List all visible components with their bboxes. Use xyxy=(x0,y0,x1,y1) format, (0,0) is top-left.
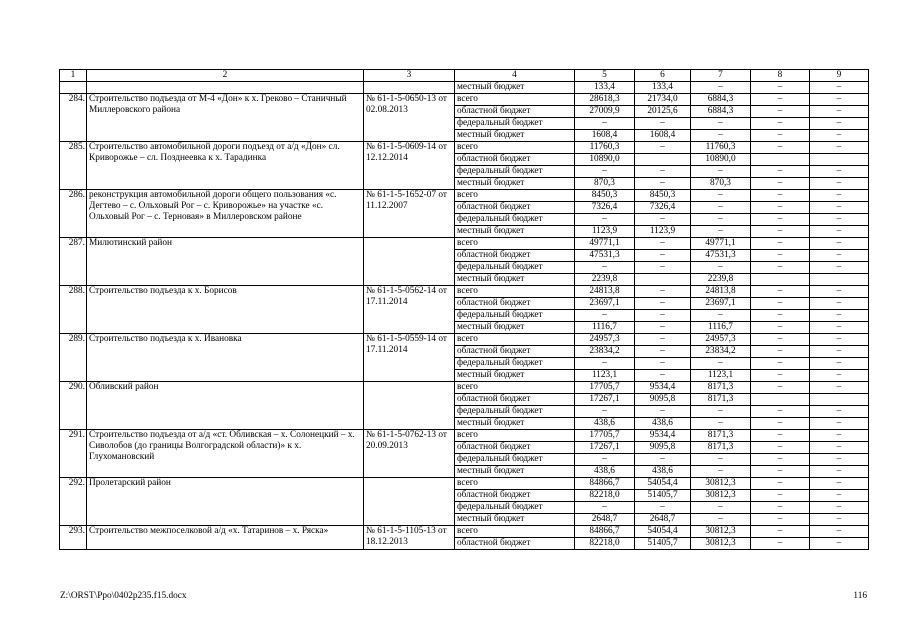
row-number-cell: 291. xyxy=(60,430,87,478)
value-cell: 9095,8 xyxy=(635,394,691,406)
value-cell: – xyxy=(810,466,869,478)
value-cell: – xyxy=(810,286,869,298)
value-cell: 438,6 xyxy=(635,466,691,478)
value-cell: 870,3 xyxy=(691,178,751,190)
value-cell xyxy=(810,394,869,406)
budget-type-cell: местный бюджет xyxy=(455,178,575,190)
value-cell: – xyxy=(810,82,869,94)
value-cell: 17705,7 xyxy=(575,430,635,442)
value-cell: 133,4 xyxy=(575,82,635,94)
value-cell: – xyxy=(635,166,691,178)
value-cell: 24957,3 xyxy=(575,334,635,346)
value-cell: 133,4 xyxy=(635,82,691,94)
value-cell: – xyxy=(691,214,751,226)
value-cell: 82218,0 xyxy=(575,490,635,502)
value-cell: – xyxy=(751,286,810,298)
value-cell: – xyxy=(751,250,810,262)
value-cell: 47531,3 xyxy=(691,250,751,262)
value-cell: – xyxy=(810,334,869,346)
value-cell: – xyxy=(810,298,869,310)
value-cell: – xyxy=(691,418,751,430)
value-cell: 11760,3 xyxy=(691,142,751,154)
value-cell: – xyxy=(635,298,691,310)
value-cell: – xyxy=(635,334,691,346)
value-cell: – xyxy=(810,226,869,238)
value-cell: 28618,3 xyxy=(575,94,635,106)
budget-type-cell: федеральный бюджет xyxy=(455,262,575,274)
budget-type-cell: всего xyxy=(455,526,575,538)
value-cell: 23834,2 xyxy=(691,346,751,358)
row-number-cell: 284. xyxy=(60,94,87,142)
value-cell: – xyxy=(751,478,810,490)
header-cell: 4 xyxy=(455,70,575,82)
value-cell: 8171,3 xyxy=(691,382,751,394)
row-number-cell: 288. xyxy=(60,286,87,334)
table-row xyxy=(60,286,869,298)
value-cell: 1116,7 xyxy=(575,322,635,334)
table-row xyxy=(60,190,869,202)
budget-type-cell: областной бюджет xyxy=(455,442,575,454)
budget-type-cell: федеральный бюджет xyxy=(455,118,575,130)
value-cell: 2239,8 xyxy=(575,274,635,286)
value-cell: 30812,3 xyxy=(691,538,751,550)
table-row xyxy=(60,142,869,154)
budget-type-cell: местный бюджет xyxy=(455,226,575,238)
value-cell: – xyxy=(635,214,691,226)
header-cell: 5 xyxy=(575,70,635,82)
value-cell: – xyxy=(751,490,810,502)
budget-type-cell: всего xyxy=(455,478,575,490)
table-row xyxy=(60,94,869,106)
value-cell: – xyxy=(575,502,635,514)
value-cell: – xyxy=(751,346,810,358)
value-cell: – xyxy=(691,310,751,322)
value-cell: – xyxy=(751,382,810,394)
value-cell: – xyxy=(810,430,869,442)
table-row xyxy=(60,430,869,442)
value-cell: – xyxy=(751,202,810,214)
value-cell: – xyxy=(751,262,810,274)
value-cell: – xyxy=(810,490,869,502)
row-number-cell: 292. xyxy=(60,478,87,526)
value-cell: 17705,7 xyxy=(575,382,635,394)
budget-type-cell: местный бюджет xyxy=(455,322,575,334)
empty-cell xyxy=(364,82,455,94)
value-cell: – xyxy=(810,190,869,202)
table-row xyxy=(60,334,869,346)
budget-type-cell: федеральный бюджет xyxy=(455,502,575,514)
value-cell xyxy=(810,154,869,166)
table-row xyxy=(60,382,869,394)
document-cell: № 61-1-5-0562-14 от 17.11.2014 xyxy=(364,286,455,334)
value-cell: – xyxy=(751,466,810,478)
object-name-cell: Строительство подъезда от а/д «ст. Обливская – х. Солонецкий – х. Сиволобов (до границы Волгоградской области)» к х. Глухомановский xyxy=(87,430,364,478)
value-cell: – xyxy=(635,454,691,466)
value-cell: – xyxy=(751,166,810,178)
value-cell: 1123,9 xyxy=(635,226,691,238)
object-name-cell: Строительство подъезда от М-4 «Дон» к х. Греково – Станичный Миллеровского района xyxy=(87,94,364,142)
budget-type-cell: местный бюджет xyxy=(455,82,575,94)
budget-type-cell: областной бюджет xyxy=(455,490,575,502)
document-cell: № 61-1-5-0762-13 от 20.09.2013 xyxy=(364,430,455,478)
budget-type-cell: местный бюджет xyxy=(455,274,575,286)
value-cell: 54054,4 xyxy=(635,478,691,490)
budget-type-cell: областной бюджет xyxy=(455,538,575,550)
value-cell: – xyxy=(691,502,751,514)
table-body xyxy=(60,70,869,550)
budget-type-cell: местный бюджет xyxy=(455,514,575,526)
value-cell: 8171,3 xyxy=(691,430,751,442)
object-name-cell: Обливский район xyxy=(87,382,364,430)
budget-type-cell: всего xyxy=(455,430,575,442)
value-cell: 438,6 xyxy=(575,466,635,478)
header-cell: 2 xyxy=(87,70,364,82)
object-name-cell: Строительство подъезда к х. Борисов xyxy=(87,286,364,334)
value-cell: – xyxy=(575,118,635,130)
value-cell: – xyxy=(810,214,869,226)
budget-type-cell: всего xyxy=(455,286,575,298)
document-cell: № 61-1-5-1652-07 от 11.12.2007 xyxy=(364,190,455,238)
value-cell: – xyxy=(810,250,869,262)
value-cell: – xyxy=(751,142,810,154)
value-cell: – xyxy=(751,358,810,370)
value-cell: 8171,3 xyxy=(691,394,751,406)
row-number-cell: 286. xyxy=(60,190,87,238)
row-number-cell: 289. xyxy=(60,334,87,382)
value-cell: – xyxy=(810,94,869,106)
page-number: 116 xyxy=(853,591,867,601)
value-cell: – xyxy=(751,190,810,202)
value-cell: – xyxy=(810,166,869,178)
header-cell: 7 xyxy=(691,70,751,82)
value-cell: – xyxy=(751,130,810,142)
value-cell: 27009,9 xyxy=(575,106,635,118)
value-cell: 51405,7 xyxy=(635,490,691,502)
header-cell: 6 xyxy=(635,70,691,82)
value-cell: – xyxy=(810,418,869,430)
value-cell: 54054,4 xyxy=(635,526,691,538)
value-cell: – xyxy=(751,406,810,418)
value-cell: – xyxy=(691,118,751,130)
value-cell: – xyxy=(691,514,751,526)
value-cell: – xyxy=(691,190,751,202)
value-cell: – xyxy=(751,118,810,130)
value-cell: 1608,4 xyxy=(575,130,635,142)
value-cell: – xyxy=(575,214,635,226)
value-cell: – xyxy=(575,406,635,418)
value-cell: – xyxy=(810,346,869,358)
value-cell: 8450,3 xyxy=(635,190,691,202)
value-cell: – xyxy=(810,130,869,142)
value-cell: – xyxy=(751,298,810,310)
value-cell: 51405,7 xyxy=(635,538,691,550)
value-cell: – xyxy=(810,202,869,214)
value-cell: – xyxy=(635,370,691,382)
value-cell: – xyxy=(810,358,869,370)
value-cell: 23697,1 xyxy=(575,298,635,310)
value-cell: – xyxy=(635,310,691,322)
value-cell: – xyxy=(635,502,691,514)
value-cell: 8450,3 xyxy=(575,190,635,202)
value-cell: – xyxy=(691,358,751,370)
value-cell: 10890,0 xyxy=(575,154,635,166)
value-cell: 2648,7 xyxy=(575,514,635,526)
budget-type-cell: всего xyxy=(455,382,575,394)
object-name-cell: Милютинский район xyxy=(87,238,364,286)
budget-table xyxy=(59,69,869,550)
value-cell: 6884,3 xyxy=(691,94,751,106)
budget-type-cell: местный бюджет xyxy=(455,466,575,478)
budget-type-cell: областной бюджет xyxy=(455,106,575,118)
value-cell: – xyxy=(810,382,869,394)
table-row xyxy=(60,238,869,250)
value-cell: 2239,8 xyxy=(691,274,751,286)
budget-type-cell: областной бюджет xyxy=(455,250,575,262)
value-cell: 1123,1 xyxy=(691,370,751,382)
value-cell: – xyxy=(575,310,635,322)
value-cell: – xyxy=(635,250,691,262)
table-row xyxy=(60,478,869,490)
file-path: Z:\ORST\Ppo\0402p235.f15.docx xyxy=(60,591,187,601)
value-cell: – xyxy=(751,214,810,226)
value-cell: – xyxy=(635,178,691,190)
value-cell: – xyxy=(691,406,751,418)
object-name-cell: Строительство подъезда к х. Ивановка xyxy=(87,334,364,382)
document-cell: № 61-1-5-0559-14 от 17.11.2014 xyxy=(364,334,455,382)
value-cell: 24813,8 xyxy=(691,286,751,298)
value-cell: – xyxy=(810,442,869,454)
value-cell: 1123,1 xyxy=(575,370,635,382)
empty-cell xyxy=(87,82,364,94)
value-cell xyxy=(751,154,810,166)
value-cell: 438,6 xyxy=(575,418,635,430)
value-cell: – xyxy=(691,166,751,178)
value-cell: – xyxy=(810,478,869,490)
value-cell: 49771,1 xyxy=(691,238,751,250)
value-cell: – xyxy=(635,118,691,130)
value-cell: – xyxy=(810,118,869,130)
value-cell: – xyxy=(635,262,691,274)
value-cell: 84866,7 xyxy=(575,478,635,490)
row-number-cell: 293. xyxy=(60,526,87,550)
empty-cell xyxy=(60,82,87,94)
value-cell: – xyxy=(691,226,751,238)
value-cell: – xyxy=(751,442,810,454)
value-cell: 11760,3 xyxy=(575,142,635,154)
budget-type-cell: федеральный бюджет xyxy=(455,214,575,226)
header-cell: 9 xyxy=(810,70,869,82)
value-cell: – xyxy=(751,538,810,550)
value-cell: 17267,1 xyxy=(575,442,635,454)
document-cell: № 61-1-5-0650-13 от 02.08.2013 xyxy=(364,94,455,142)
value-cell: – xyxy=(810,538,869,550)
budget-type-cell: областной бюджет xyxy=(455,298,575,310)
value-cell: – xyxy=(751,370,810,382)
value-cell: – xyxy=(751,238,810,250)
value-cell: – xyxy=(810,142,869,154)
value-cell: 49771,1 xyxy=(575,238,635,250)
header-cell: 1 xyxy=(60,70,87,82)
value-cell: 1116,7 xyxy=(691,322,751,334)
row-number-cell: 287. xyxy=(60,238,87,286)
value-cell: 82218,0 xyxy=(575,538,635,550)
budget-type-cell: всего xyxy=(455,334,575,346)
budget-type-cell: местный бюджет xyxy=(455,418,575,430)
value-cell: 17267,1 xyxy=(575,394,635,406)
value-cell: – xyxy=(635,406,691,418)
value-cell: 47531,3 xyxy=(575,250,635,262)
budget-type-cell: областной бюджет xyxy=(455,202,575,214)
value-cell: – xyxy=(751,94,810,106)
value-cell: – xyxy=(751,322,810,334)
value-cell: 1608,4 xyxy=(635,130,691,142)
value-cell: 7326,4 xyxy=(575,202,635,214)
header-row xyxy=(60,70,869,82)
value-cell: 23697,1 xyxy=(691,298,751,310)
value-cell: – xyxy=(691,454,751,466)
budget-type-cell: федеральный бюджет xyxy=(455,406,575,418)
value-cell: – xyxy=(751,526,810,538)
row-number-cell: 290. xyxy=(60,382,87,430)
value-cell: 7326,4 xyxy=(635,202,691,214)
value-cell xyxy=(635,154,691,166)
value-cell: – xyxy=(691,82,751,94)
value-cell: – xyxy=(810,454,869,466)
budget-type-cell: областной бюджет xyxy=(455,154,575,166)
value-cell: – xyxy=(691,262,751,274)
value-cell: 10890,0 xyxy=(691,154,751,166)
value-cell: – xyxy=(635,346,691,358)
value-cell xyxy=(751,394,810,406)
value-cell: 84866,7 xyxy=(575,526,635,538)
value-cell: – xyxy=(810,406,869,418)
value-cell: – xyxy=(751,310,810,322)
value-cell: – xyxy=(810,322,869,334)
value-cell: – xyxy=(575,454,635,466)
budget-type-cell: федеральный бюджет xyxy=(455,454,575,466)
budget-type-cell: местный бюджет xyxy=(455,130,575,142)
value-cell: 30812,3 xyxy=(691,490,751,502)
value-cell: – xyxy=(751,454,810,466)
value-cell: 23834,2 xyxy=(575,346,635,358)
value-cell: – xyxy=(751,430,810,442)
value-cell: 8171,3 xyxy=(691,442,751,454)
value-cell: – xyxy=(751,502,810,514)
header-cell: 8 xyxy=(751,70,810,82)
value-cell: – xyxy=(691,202,751,214)
value-cell: – xyxy=(810,526,869,538)
value-cell: 2648,7 xyxy=(635,514,691,526)
budget-type-cell: всего xyxy=(455,142,575,154)
value-cell: – xyxy=(635,142,691,154)
budget-type-cell: федеральный бюджет xyxy=(455,166,575,178)
value-cell: 438,6 xyxy=(635,418,691,430)
table-row xyxy=(60,82,869,94)
budget-type-cell: всего xyxy=(455,94,575,106)
value-cell xyxy=(635,274,691,286)
value-cell: – xyxy=(691,130,751,142)
value-cell: – xyxy=(810,262,869,274)
value-cell: – xyxy=(810,514,869,526)
value-cell: 30812,3 xyxy=(691,478,751,490)
value-cell: – xyxy=(635,322,691,334)
value-cell: – xyxy=(810,310,869,322)
object-name-cell: Пролетарский район xyxy=(87,478,364,526)
value-cell: 21734,0 xyxy=(635,94,691,106)
value-cell: – xyxy=(751,178,810,190)
budget-type-cell: местный бюджет xyxy=(455,370,575,382)
value-cell: – xyxy=(635,358,691,370)
budget-type-cell: областной бюджет xyxy=(455,346,575,358)
object-name-cell: Строительство межпоселковой а/д «х. Татаринов – х. Ряска» xyxy=(87,526,364,550)
value-cell: – xyxy=(751,514,810,526)
value-cell: 6884,3 xyxy=(691,106,751,118)
value-cell: 9095,8 xyxy=(635,442,691,454)
value-cell: – xyxy=(575,166,635,178)
value-cell: – xyxy=(575,358,635,370)
value-cell: – xyxy=(810,370,869,382)
document-cell xyxy=(364,478,455,526)
header-cell: 3 xyxy=(364,70,455,82)
value-cell: – xyxy=(575,262,635,274)
value-cell: – xyxy=(810,106,869,118)
value-cell: 30812,3 xyxy=(691,526,751,538)
value-cell: 9534,4 xyxy=(635,430,691,442)
table-row xyxy=(60,526,869,538)
object-name-cell: реконструкция автомобильной дороги общего пользования «с. Дегтево – с. Ольховый Рог – с. Криворожье» на участке «с. Ольховый Рог – с. Терновая» в Миллеровском районе xyxy=(87,190,364,238)
row-number-cell: 285. xyxy=(60,142,87,190)
budget-type-cell: всего xyxy=(455,190,575,202)
value-cell: 870,3 xyxy=(575,178,635,190)
budget-type-cell: областной бюджет xyxy=(455,394,575,406)
value-cell: – xyxy=(635,238,691,250)
value-cell: 24957,3 xyxy=(691,334,751,346)
value-cell xyxy=(751,274,810,286)
document-cell: № 61-1-5-1105-13 от 18.12.2013 xyxy=(364,526,455,550)
value-cell xyxy=(810,274,869,286)
value-cell: – xyxy=(810,178,869,190)
value-cell: – xyxy=(810,238,869,250)
value-cell: 20125,6 xyxy=(635,106,691,118)
value-cell: – xyxy=(751,82,810,94)
budget-type-cell: федеральный бюджет xyxy=(455,310,575,322)
budget-type-cell: всего xyxy=(455,238,575,250)
value-cell: – xyxy=(751,106,810,118)
value-cell: 24813,8 xyxy=(575,286,635,298)
document-cell xyxy=(364,238,455,286)
budget-type-cell: федеральный бюджет xyxy=(455,358,575,370)
document-cell xyxy=(364,382,455,430)
value-cell: – xyxy=(691,466,751,478)
value-cell: 9534,4 xyxy=(635,382,691,394)
value-cell: – xyxy=(751,334,810,346)
value-cell: – xyxy=(751,226,810,238)
document-cell: № 61-1-5-0609-14 от 12.12.2014 xyxy=(364,142,455,190)
value-cell: – xyxy=(751,418,810,430)
value-cell: – xyxy=(810,502,869,514)
value-cell: 1123,9 xyxy=(575,226,635,238)
object-name-cell: Строительство автомобильной дороги подъезд от а/д «Дон» сл. Криворожье – сл. Позднеевка к х. Тарадинка xyxy=(87,142,364,190)
value-cell: – xyxy=(635,286,691,298)
